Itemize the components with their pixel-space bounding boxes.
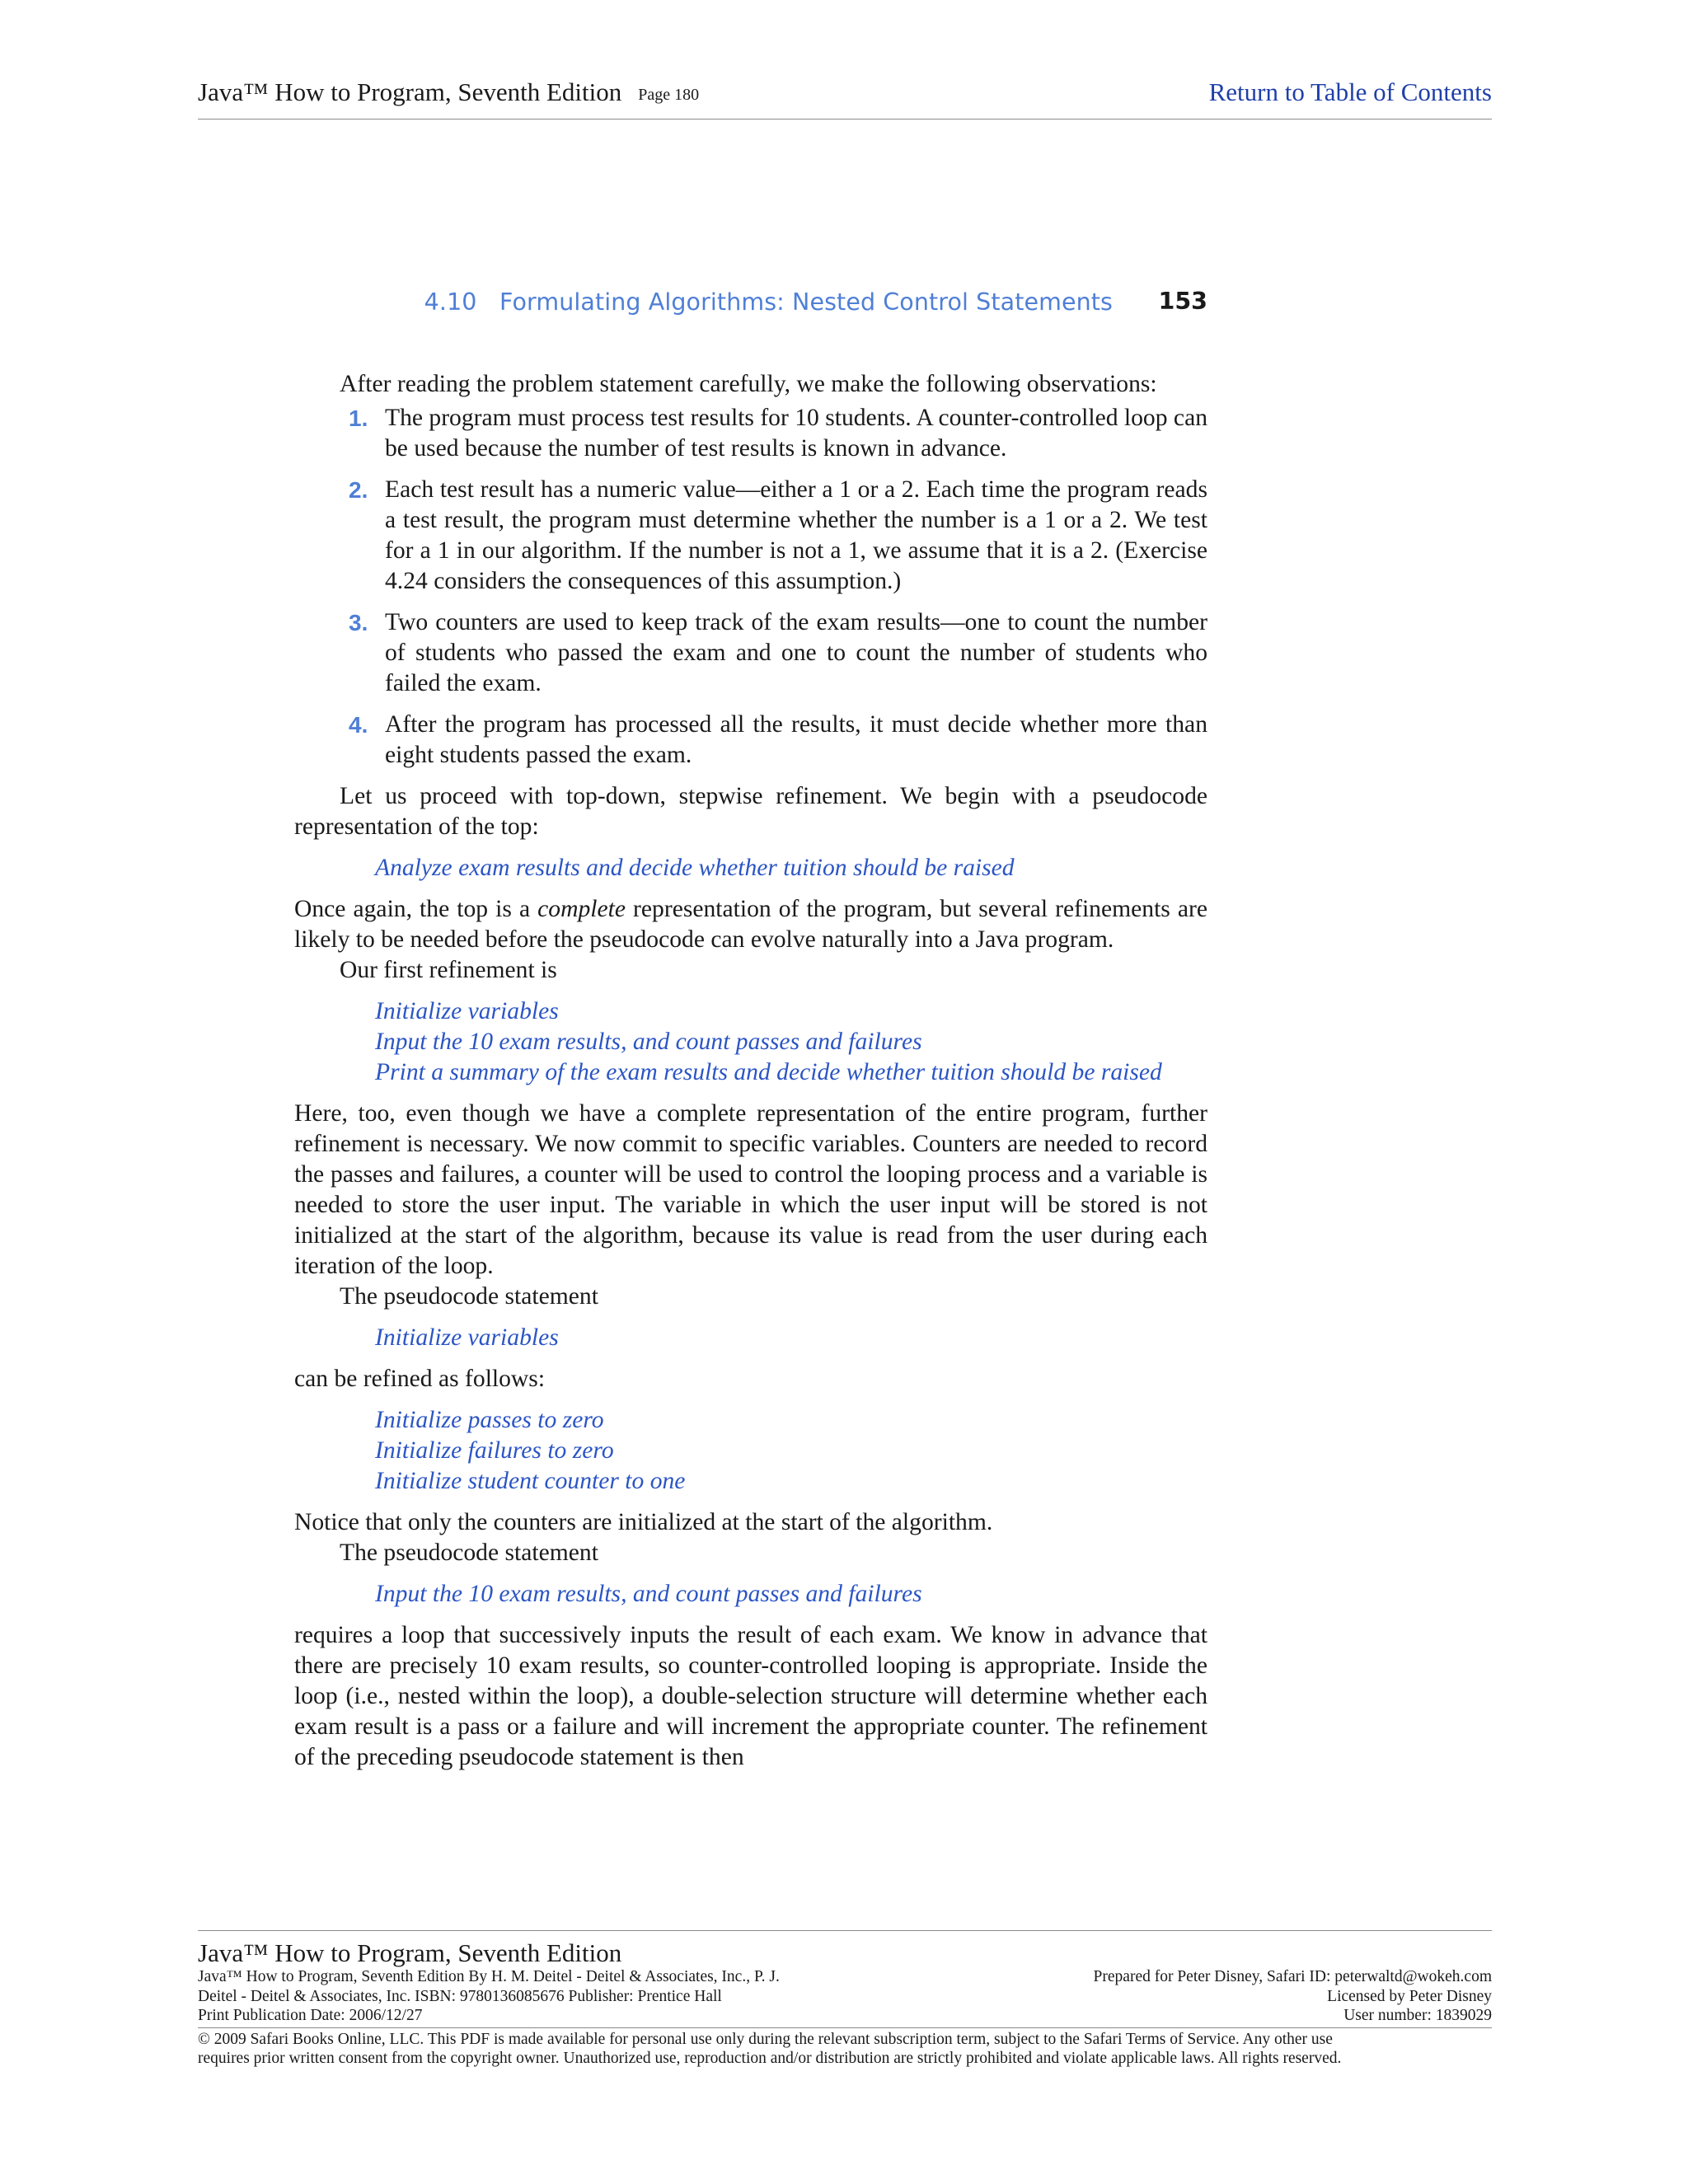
copyright-line: © 2009 Safari Books Online, LLC. This PDF is made available for personal use only during the relevant subscription term, subject to the Safari Terms of Service. Any other use bbox=[198, 2030, 1333, 2048]
pseudocode-statement-paragraph-2: The pseudocode statement bbox=[340, 1540, 598, 1566]
pseudocode-line: Input the 10 exam results, and count passes and failures bbox=[375, 1581, 922, 1607]
list-item-text: After the program has processed all the results, it must decide whether more than eight students passed the exam. bbox=[385, 711, 1207, 768]
pseudocode-line: Print a summary of the exam results and decide whether tuition should be raised bbox=[375, 1059, 1162, 1085]
pseudocode-line: Initialize variables bbox=[375, 1324, 559, 1351]
list-item-text: The program must process test results for 10 students. A counter-controlled loop can be used because the number of test results is known in advance. bbox=[385, 405, 1207, 462]
book-title-text: Java™ How to Program, Seventh Edition bbox=[198, 77, 622, 106]
topdown-paragraph: Let us proceed with top-down, stepwise refinement. We begin with a pseudocode representation of the top: bbox=[294, 783, 1207, 840]
pseudocode-line: Analyze exam results and decide whether tuition should be raised bbox=[375, 855, 1015, 881]
list-item bbox=[294, 475, 1207, 597]
list-number: 2. bbox=[349, 477, 368, 503]
footer-user-number: User number: 1839029 bbox=[1343, 2007, 1492, 2024]
footer-book-authors: Java™ How to Program, Seventh Edition By H. M. Deitel - Deitel & Associates, Inc., P. J. bbox=[198, 1968, 780, 1985]
first-refinement-paragraph: Our first refinement is bbox=[340, 957, 557, 983]
list-number: 4. bbox=[349, 712, 368, 738]
once-again-paragraph bbox=[294, 894, 1207, 955]
observations-list bbox=[294, 403, 1207, 771]
footer-licensed-by: Licensed by Peter Disney bbox=[1327, 1987, 1492, 2005]
notice-paragraph: Notice that only the counters are initialized at the start of the algorithm. bbox=[294, 1509, 993, 1535]
can-refine-paragraph: can be refined as follows: bbox=[294, 1366, 546, 1392]
once-again-text-after: representation of the program, but several refinements are likely to be needed before the pseudocode can evolve naturally into a Java program. bbox=[294, 896, 1207, 953]
footer-publication-date: Print Publication Date: 2006/12/27 bbox=[198, 2007, 423, 2024]
top-header bbox=[198, 76, 1492, 120]
section-title: 4.10 Formulating Algorithms: Nested Control Statements bbox=[424, 288, 1113, 316]
running-head bbox=[424, 288, 1207, 325]
pseudocode-top bbox=[294, 853, 1207, 883]
pseudocode-initialize-refined bbox=[294, 1405, 1207, 1497]
pseudocode-line: Initialize failures to zero bbox=[375, 1437, 614, 1464]
pseudocode-statement-paragraph-1: The pseudocode statement bbox=[340, 1283, 598, 1310]
once-again-text-before: Once again, the top is a bbox=[294, 896, 538, 922]
return-to-toc-link[interactable]: Return to Table of Contents bbox=[1208, 77, 1492, 106]
page-number: 153 bbox=[1158, 288, 1207, 315]
emphasis-complete: complete bbox=[537, 896, 626, 922]
footer-title: Java™ How to Program, Seventh Edition bbox=[198, 1938, 622, 1967]
pseudocode-line: Input the 10 exam results, and count passes and failures bbox=[375, 1029, 922, 1055]
list-number: 1. bbox=[349, 405, 368, 431]
footer-prepared-for: Prepared for Peter Disney, Safari ID: peterwaltd@wokeh.com bbox=[1093, 1968, 1492, 1985]
list-item bbox=[294, 607, 1207, 699]
pseudocode-input bbox=[294, 1579, 1207, 1610]
page-body bbox=[294, 369, 1207, 1773]
page-label: Page 180 bbox=[638, 86, 700, 104]
pseudocode-initialize bbox=[294, 1323, 1207, 1353]
requires-loop-paragraph: requires a loop that successively inputs the result of each exam. We know in advance that there are precisely 10 exam results, so counter-controlled looping is appropriate. Inside the loop (i.e., nested within the loop), a double-selection structure will determine whether each exam result is a pass or a failure and will increment the appropriate counter. The refinement of the preceding pseudocode statement is then bbox=[294, 1622, 1207, 1770]
pseudocode-line: Initialize student counter to one bbox=[375, 1468, 686, 1494]
footer-isbn-publisher: Deitel - Deitel & Associates, Inc. ISBN: 9780136085676 Publisher: Prentice Hall bbox=[198, 1987, 722, 2005]
list-item-text: Each test result has a numeric value—either a 1 or a 2. Each time the program reads a test result, the program must determine whether the number is a 1 or a 2. We test for a 1 in our algorithm. If the number is not a 1, we assume that it is a 2. (Exercise 4.24 considers the consequences of this assumption.) bbox=[385, 476, 1207, 594]
pseudocode-line: Initialize variables bbox=[375, 998, 559, 1024]
here-too-paragraph: Here, too, even though we have a complete representation of the entire program, further refinement is necessary. We now commit to specific variables. Counters are needed to record the passes and failures, a counter will be used to control the looping process and a variable is needed to store the user input. The variable in which the user input will be stored is not initialized at the start of the algorithm, because its value is read from the user during each iteration of the loop. bbox=[294, 1100, 1207, 1279]
pseudocode-first-refinement bbox=[294, 996, 1207, 1088]
list-item-text: Two counters are used to keep track of the exam results—one to count the number of students who passed the exam and one to count the number of students who failed the exam. bbox=[385, 609, 1207, 696]
footer-row bbox=[198, 1967, 1492, 1987]
book-title bbox=[198, 77, 699, 107]
list-item bbox=[294, 403, 1207, 464]
footer-row bbox=[198, 1987, 1492, 2007]
list-item bbox=[294, 710, 1207, 771]
list-number: 3. bbox=[349, 610, 368, 635]
footer bbox=[198, 1930, 1492, 2069]
copyright-line: requires prior written consent from the copyright owner. Unauthorized use, reproduction and/or distribution are strictly prohibited and violate applicable laws. All rights reserved. bbox=[198, 2050, 1342, 2067]
footer-copyright bbox=[198, 2027, 1492, 2069]
footer-row bbox=[198, 2006, 1492, 2026]
pseudocode-line: Initialize passes to zero bbox=[375, 1407, 604, 1433]
intro-paragraph: After reading the problem statement carefully, we make the following observations: bbox=[340, 371, 1157, 397]
